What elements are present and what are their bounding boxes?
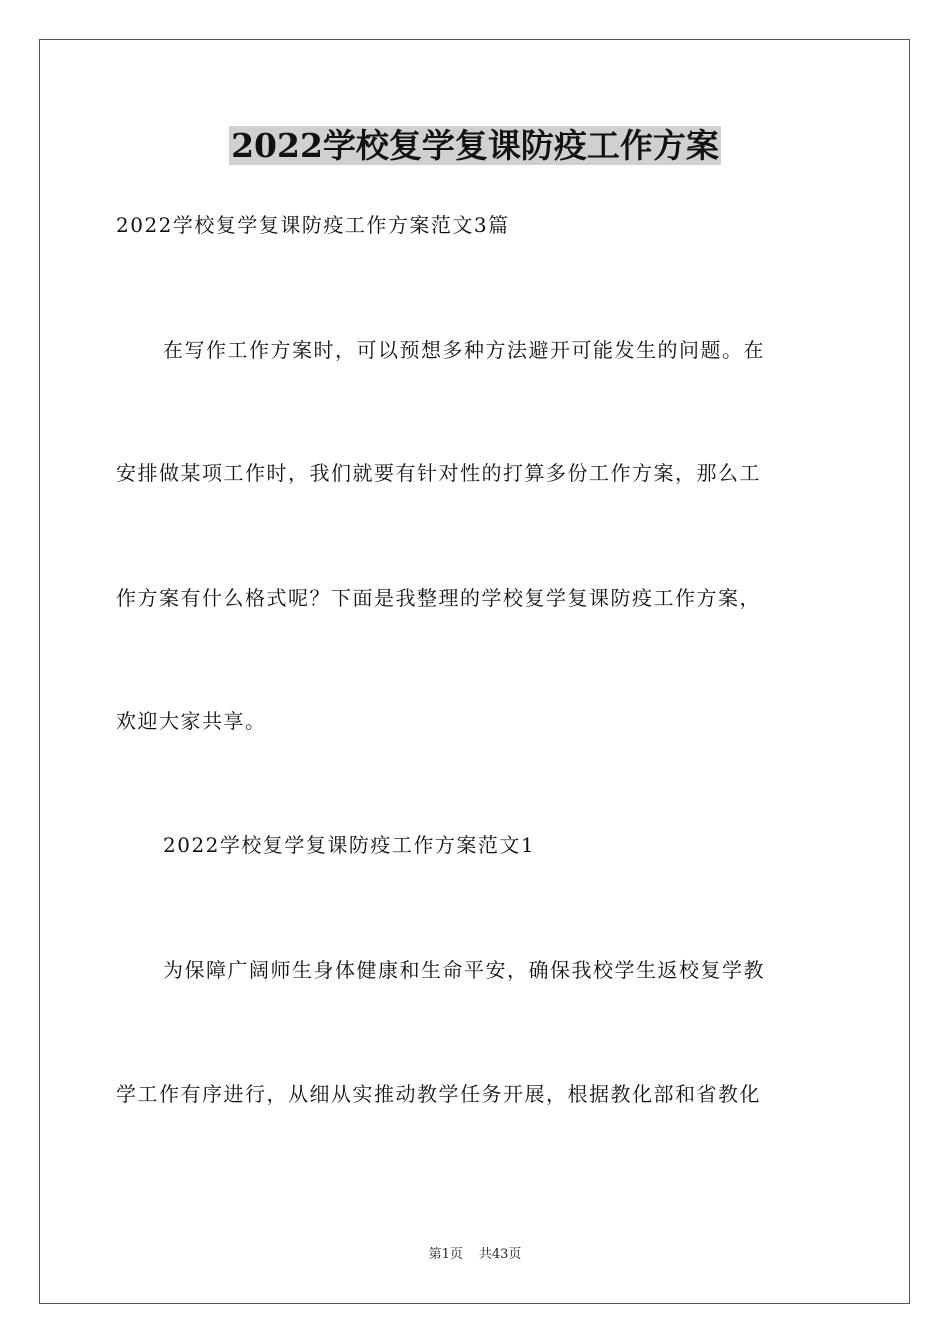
page-footer [0, 1246, 950, 1264]
document-title [0, 123, 950, 169]
paragraph-line: 作方案有什么格式呢？下面是我整理的学校复学复课防疫工作方案， [116, 586, 761, 610]
paragraph-line: 为保障广阔师生身体健康和生命平安，确保我校学生返校复学教 [163, 958, 765, 982]
paragraph-line: 安排做某项工作时，我们就要有针对性的打算多份工作方案，那么工 [116, 461, 761, 485]
paragraph-line: 学工作有序进行，从细从实推动教学任务开展，根据教化部和省教化 [116, 1082, 761, 1106]
section-heading: 2022学校复学复课防疫工作方案范文1 [163, 833, 536, 857]
paragraph-line: 在写作工作方案时，可以预想多种方法避开可能发生的问题。在 [163, 338, 765, 362]
page-number: 第1页 [428, 1247, 463, 1262]
document-title-text: 2022学校复学复课防疫工作方案 [231, 126, 719, 165]
page-total: 共43页 [478, 1247, 522, 1262]
paragraph-line: 欢迎大家共享。 [116, 709, 267, 733]
document-subtitle: 2022学校复学复课防疫工作方案范文3篇 [116, 213, 510, 237]
